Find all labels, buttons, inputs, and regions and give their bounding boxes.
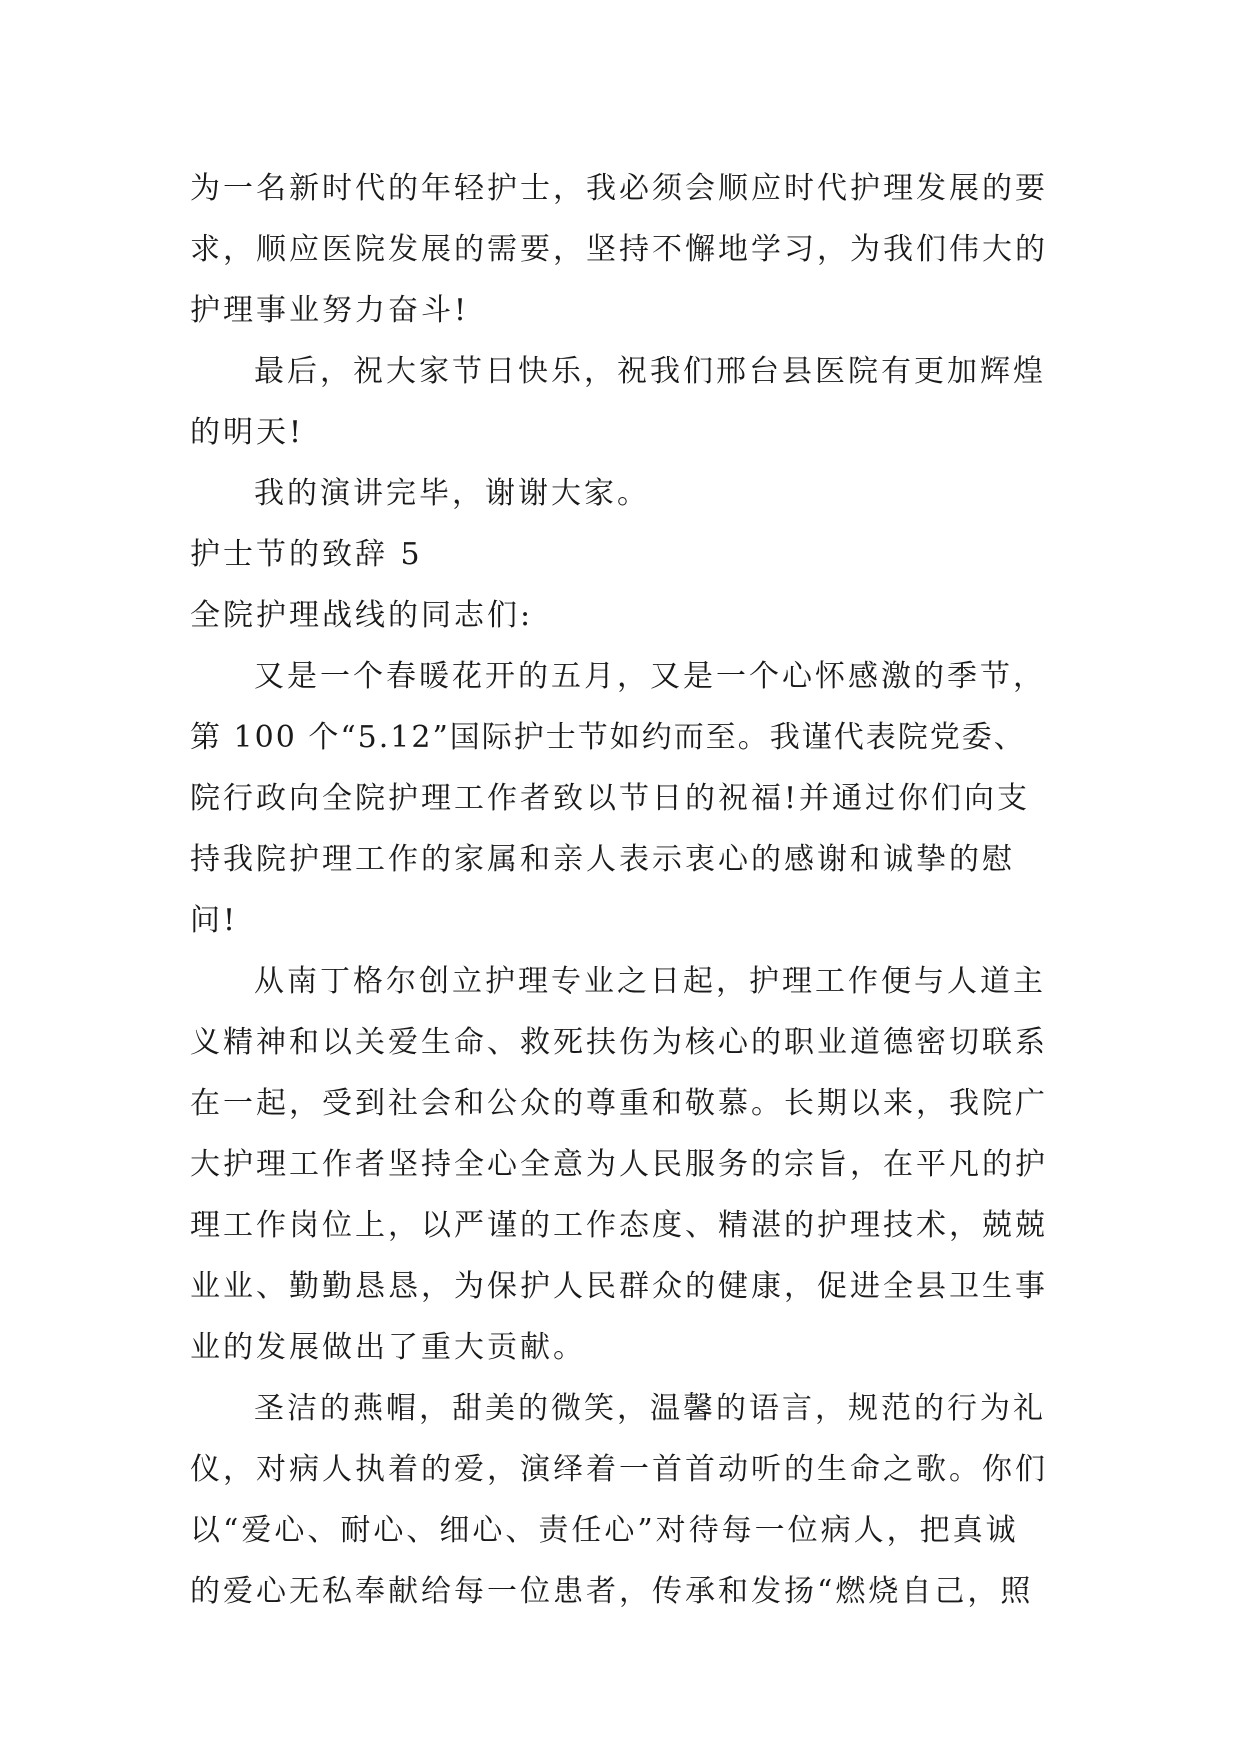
text-line: 以“爱心、耐心、细心、责任心”对待每一位病人，把真诚 [190,1513,1019,1548]
section-heading: 护士节的致辞 5 [190,537,423,572]
text-line: 的爱心无私奉献给每一位患者，传承和发扬“燃烧自己，照 [190,1574,1034,1609]
text-line: 第 100 个“5.12”国际护士节如约而至。我谨代表院党委、 [190,720,1026,755]
text-line: 的明天! [190,415,305,450]
text-line: 义精神和以关爱生命、救死扶伤为核心的职业道德密切联系 [190,1025,1048,1060]
text-line: 最后，祝大家节日快乐，祝我们邢台县医院有更加辉煌 [254,354,1046,389]
text-line: 理工作岗位上，以严谨的工作态度、精湛的护理技术，兢兢 [190,1208,1048,1243]
text-line: 仪，对病人执着的爱，演绎着一首首动听的生命之歌。你们 [190,1452,1048,1487]
text-line: 问! [190,903,239,938]
text-line: 求，顺应医院发展的需要，坚持不懈地学习，为我们伟大的 [190,232,1048,267]
text-line: 我的演讲完毕，谢谢大家。 [254,476,650,511]
text-line: 又是一个春暖花开的五月，又是一个心怀感激的季节， [254,659,1046,694]
text-line: 从南丁格尔创立护理专业之日起，护理工作便与人道主 [254,964,1046,999]
text-line: 为一名新时代的年轻护士，我必须会顺应时代护理发展的要 [190,171,1048,206]
text-line: 在一起，受到社会和公众的尊重和敬慕。长期以来，我院广 [190,1086,1048,1121]
text-line: 圣洁的燕帽，甜美的微笑，温馨的语言，规范的行为礼 [254,1391,1046,1426]
text-line: 护理事业努力奋斗! [190,293,470,328]
text-line: 业业、勤勤恳恳，为保护人民群众的健康，促进全县卫生事 [190,1269,1048,1304]
text-line: 持我院护理工作的家属和亲人表示衷心的感谢和诚挚的慰 [190,842,1015,877]
text-line: 院行政向全院护理工作者致以节日的祝福!并通过你们向支 [190,781,1031,816]
salutation: 全院护理战线的同志们: [190,598,534,633]
text-line: 大护理工作者坚持全心全意为人民服务的宗旨，在平凡的护 [190,1147,1048,1182]
document-body [190,158,1052,1622]
text-line: 业的发展做出了重大贡献。 [190,1330,586,1365]
